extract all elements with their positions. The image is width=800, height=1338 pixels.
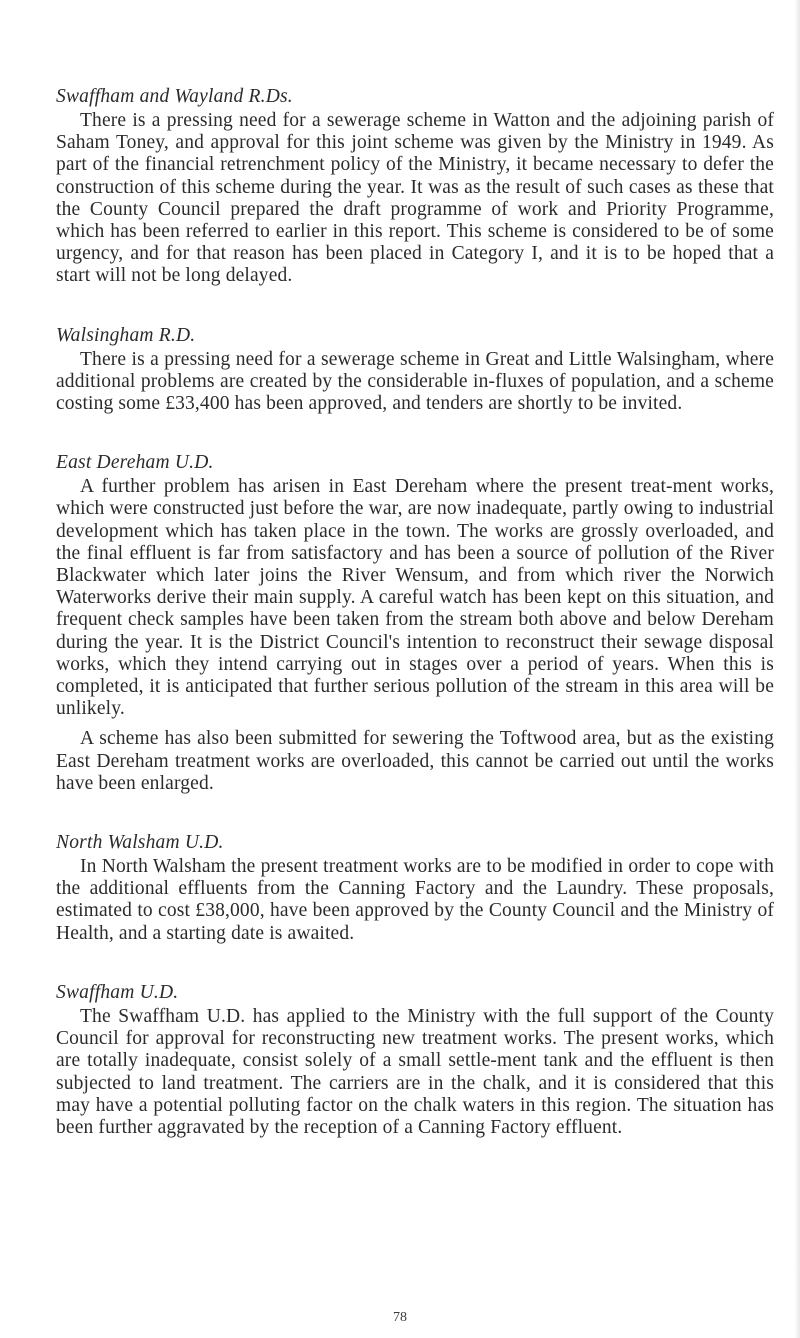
- section-paragraph: The Swaffham U.D. has applied to the Ministry with the full support of the County Council for approval for reconstructing new treatment works. The present works, which are totally inadequate, consist solely of a small settle-ment tank and the effluent is then subjected to land treatment. The carriers are in the chalk, and it is considered that this may have a potential polluting factor on the chalk waters in this region. The situation has been further aggravated by the reception of a Canning Factory effluent.: [56, 1005, 774, 1138]
- section-heading: Swaffham and Wayland R.Ds.: [56, 86, 293, 107]
- section-heading: East Dereham U.D.: [56, 452, 214, 474]
- section-heading: Swaffham U.D.: [56, 981, 179, 1003]
- section-heading: Walsingham R.D.: [56, 324, 196, 346]
- section-paragraph: In North Walsham the present treatment works are to be modified in order to cope with the additional effluents from the Canning Factory and the Laundry. These proposals, estimated to cost £38,000, have been approved by the County Council and the Ministry of Health, and a starting date is awaited.: [56, 856, 774, 944]
- page-edge-shadow: [794, 0, 800, 1338]
- section-paragraph: There is a pressing need for a sewerage scheme in Watton and the adjoining parish of Saham Toney, and approval for this joint scheme was given by the Ministry in 1949. As part of the financial retrenchment policy of the Ministry, it became necessary to defer the construction of this scheme during the year. It was as the result of such cases as these that the County Council prepared the draft programme of work and Priority Programme, which has been referred to earlier in this report. This scheme is considered to be of some urgency, and for that reason has been placed in Category I, and it is to be hoped that a start will not be long delayed.: [56, 110, 774, 287]
- section-paragraph: There is a pressing need for a sewerage scheme in Great and Little Walsingham, where additional problems are created by the considerable in-fluxes of population, and a scheme costing some £33,400 has been approved, and tenders are shortly to be invited.: [56, 348, 774, 415]
- section-swaffham-ud: [56, 982, 774, 1139]
- section-east-dereham: [56, 452, 774, 795]
- section-paragraph: A further problem has arisen in East Dereham where the present treat-ment works, which were constructed just before the war, are now inadequate, partly owing to industrial development which has taken place in the town. The works are grossly overloaded, and the final effluent is far from satisfactory and has been a source of pollution of the River Blackwater which later joins the River Wensum, and from which river the Norwich Waterworks derive their main supply. A careful watch has been kept on this situation, and frequent check samples have been taken from the stream both above and below Dereham during the year. It is the District Council's intention to reconstruct their sewage disposal works, which they intend carrying out in stages over a period of years. When this is completed, it is anticipated that further serious pollution of the stream in this area will be unlikely.: [56, 476, 774, 720]
- document-page: [56, 86, 774, 1176]
- section-north-walsham: [56, 832, 774, 945]
- page-number: 78: [393, 1310, 407, 1325]
- section-heading: North Walsham U.D.: [56, 832, 224, 854]
- section-swaffham-wayland: [56, 86, 774, 288]
- section-walsingham: [56, 325, 774, 416]
- section-paragraph: A scheme has also been submitted for sewering the Toftwood area, but as the existing East Dereham treatment works are overloaded, this cannot be carried out until the works have been enlarged.: [56, 728, 774, 794]
